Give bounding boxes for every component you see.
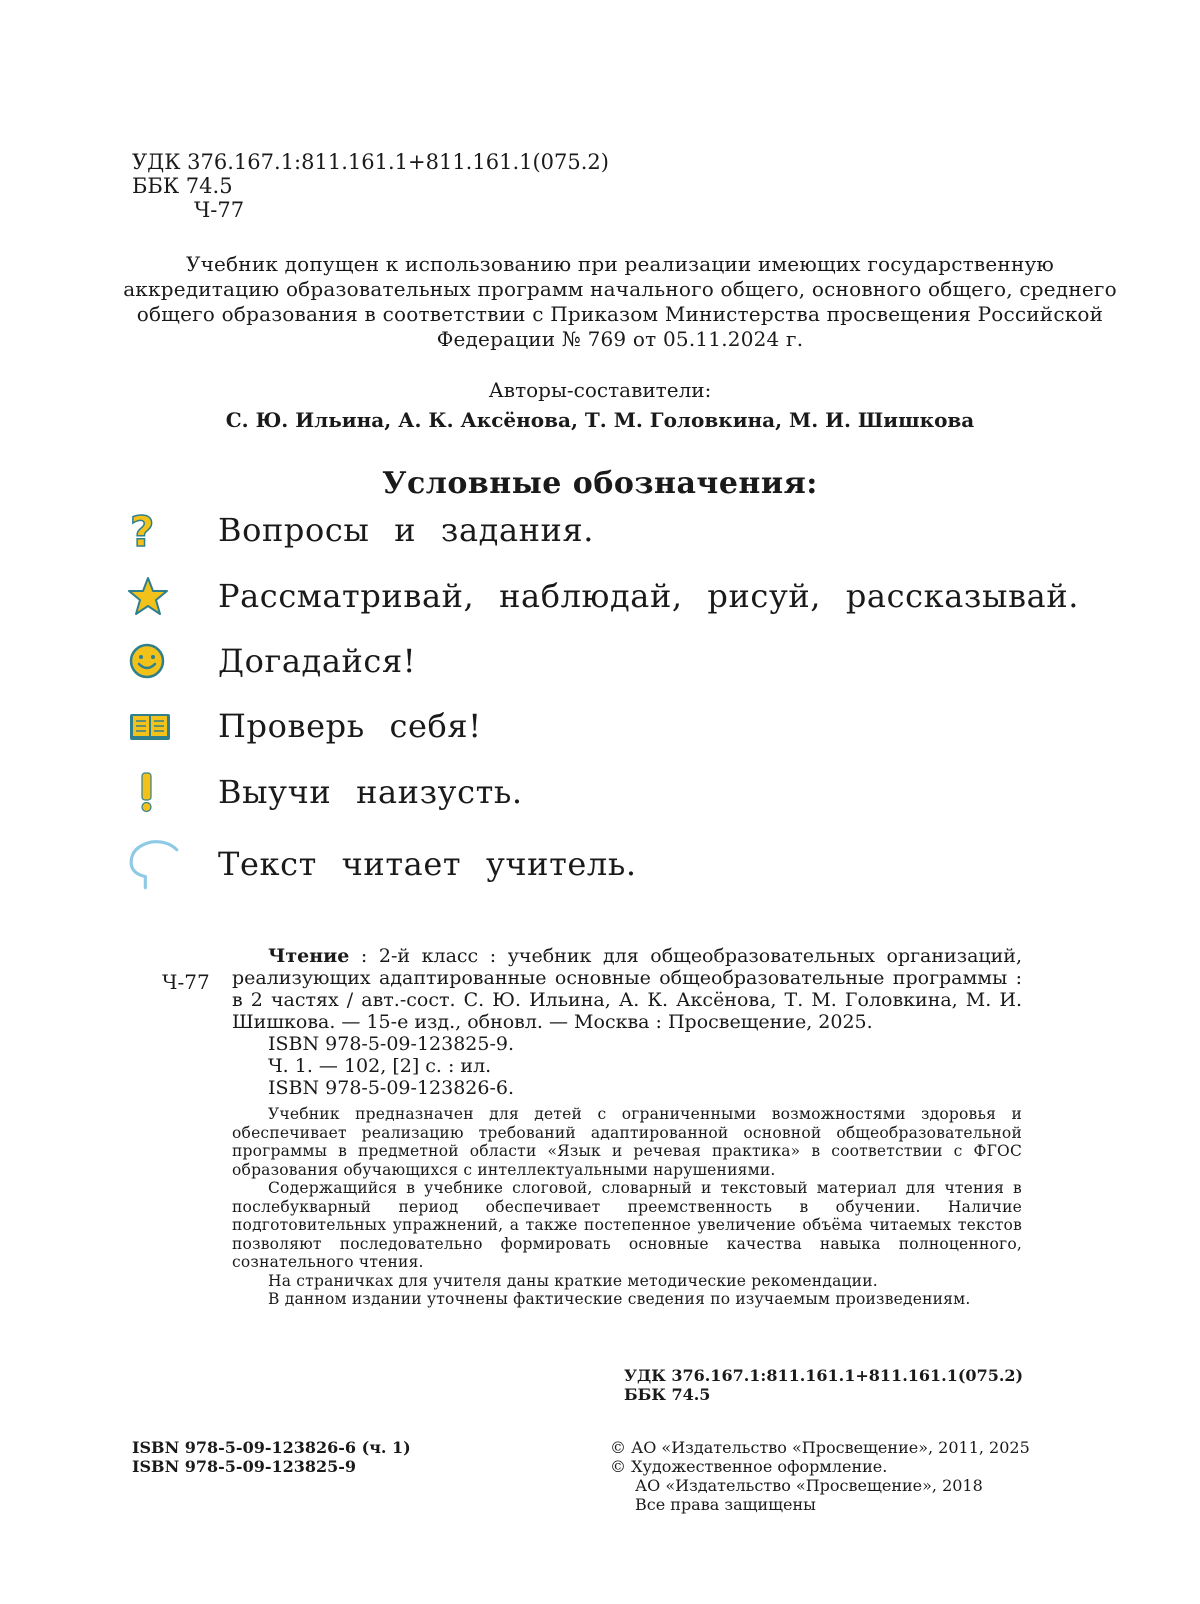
star-icon: [128, 572, 180, 620]
copyright-line: Все права защищены: [635, 1495, 816, 1514]
legend-text: Выучи наизусть.: [218, 773, 523, 811]
bibliographic-description: [232, 945, 1022, 1033]
legend-item-questions: [128, 506, 595, 554]
authors-label: Авторы-составители:: [488, 378, 712, 402]
exclamation-icon: [128, 768, 180, 816]
annotation-paragraph: В данном издании уточнены фактические сведения по изучаемым произведениям.: [268, 1290, 971, 1308]
isbn-part1: ISBN 978-5-09-123826-6 (ч. 1): [132, 1438, 411, 1457]
approval-statement: Учебник допущен к использованию при реализации имеющих государственную аккредитацию образовательных программ начального общего, основного общего, среднего общего образования в соответствии с Приказом Министерства просвещения Российской Федерации № 769 от 05.11.2024 г.: [123, 252, 1117, 351]
isbn-part: ISBN 978-5-09-123826-6.: [268, 1077, 515, 1099]
legend-item-check: [128, 702, 482, 750]
legend-item-teacher-reads: [128, 832, 637, 896]
legend-item-guess: [128, 637, 417, 685]
bibliographic-udk-block: [624, 1366, 1023, 1404]
legend-text: Проверь себя!: [218, 707, 482, 745]
legend-title: Условные обозначения:: [382, 466, 818, 501]
copyright-line: АО «Издательство «Просвещение», 2018: [635, 1476, 983, 1495]
annotation-paragraph: Учебник предназначен для детей с ограниченными возможностями здоровья и обеспечивает реализацию требований адаптированной основной общеобразовательной программы в предметной области «Язык и речевая практика» в соответствии с ФГОС образования обучающихся с интеллектуальными нарушениями.: [232, 1105, 1022, 1179]
copyright-block: [610, 1438, 1030, 1514]
legend-text: Текст читает учитель.: [218, 845, 637, 883]
authors-names: С. Ю. Ильина, А. К. Аксёнова, Т. М. Головкина, М. И. Шишкова: [225, 408, 975, 432]
bibliographic-record: [232, 945, 1022, 1309]
smiley-icon: [128, 637, 180, 685]
annotation-paragraph: Содержащийся в учебнике слоговой, словарный и текстовый материал для чтения в послебукварный период обеспечивает преемственность в обучении. Наличие подготовительных упражнений, а также постепенное увеличение объёма читаемых текстов позволяют последовательно формировать основные качества навыка полноценного, сознательного чтения.: [232, 1179, 1022, 1271]
bbk-code: ББК 74.5: [132, 174, 233, 198]
copyright-line: © АО «Издательство «Просвещение», 2011, 2025: [610, 1438, 1030, 1457]
legend-text: Рассматривай, наблюдай, рисуй, рассказывай.: [218, 577, 1080, 615]
isbn-block: [132, 1438, 411, 1476]
part-info: Ч. 1. — 102, [2] с. : ил.: [268, 1055, 492, 1077]
legend-item-memorize: [128, 768, 523, 816]
description-text: : 2-й класс : учебник для общеобразовательных организаций, реализующих адаптированные основные общеобразовательные программы : в 2 частях / авт.-сост. С. Ю. Ильина, А. К. Аксёнова, Т. М. Головкина, М. И. Шишкова. — 15-е изд., обновл. — Москва : Просвещение, 2025.: [232, 945, 1022, 1033]
copyright-line: © Художественное оформление.: [610, 1457, 888, 1476]
open-book-icon: [128, 702, 180, 750]
question-mark-icon: [128, 506, 180, 554]
bibliographic-code: Ч-77: [162, 970, 210, 994]
udk-code: УДК 376.167.1:811.161.1+811.161.1(075.2): [132, 150, 609, 174]
teacher-reads-icon: [128, 832, 180, 896]
author-mark: Ч-77: [194, 198, 245, 222]
annotation-paragraph: На страничках для учителя даны краткие методические рекомендации.: [268, 1271, 878, 1290]
book-title: Чтение: [268, 945, 350, 967]
legend-text: Догадайся!: [218, 642, 417, 680]
isbn-full: ISBN 978-5-09-123825-9.: [268, 1033, 515, 1055]
udk-code: УДК 376.167.1:811.161.1+811.161.1(075.2): [624, 1366, 1024, 1385]
bbk-code: ББК 74.5: [624, 1385, 711, 1404]
legend-item-observe: [128, 572, 1080, 620]
isbn-set: ISBN 978-5-09-123825-9: [132, 1457, 357, 1476]
svg-text:?: ?: [130, 508, 155, 552]
classification-block: [132, 150, 609, 222]
legend-text: Вопросы и задания.: [218, 511, 595, 549]
